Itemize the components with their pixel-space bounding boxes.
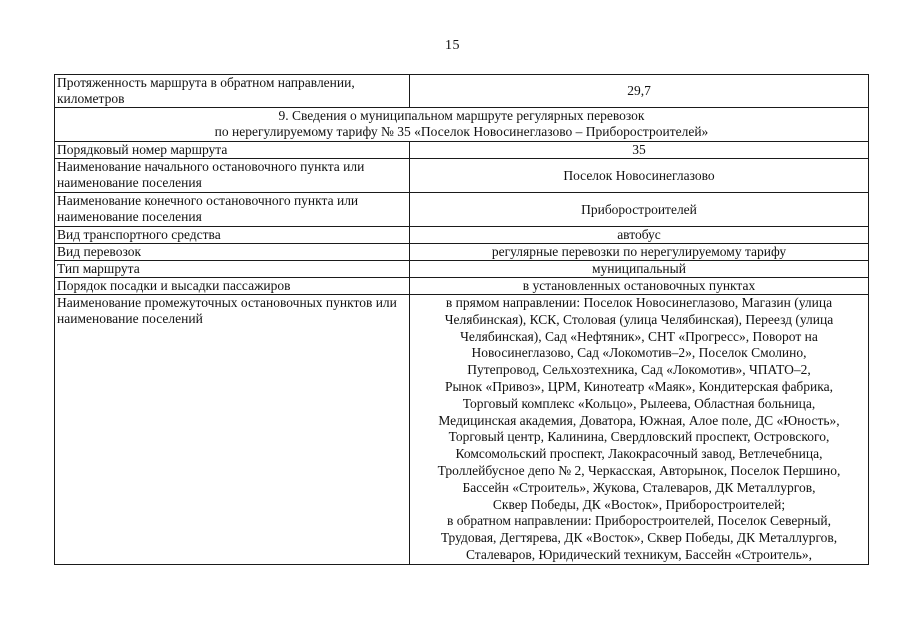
transport-kind-value: регулярные перевозки по нерегулируемому тарифу	[410, 244, 869, 261]
section-header-line-1: 9. Сведения о муниципальном маршруте регулярных перевозок	[278, 108, 645, 123]
route-number-label: Порядковый номер маршрута	[55, 142, 410, 159]
table-row-route-number	[55, 142, 869, 159]
stops-line: Троллейбусное депо № 2, Черкасская, Авторынок, Поселок Першино,	[437, 462, 841, 478]
route-type-value: муниципальный	[410, 261, 869, 278]
stops-line: Новосинеглазово, Сад «Локомотив–2», Поселок Смолино,	[471, 345, 807, 361]
table-row-transport-kind	[55, 244, 869, 261]
section-header-line-2: по нерегулируемому тарифу № 35 «Поселок Новосинеглазово – Приборостроителей»	[214, 124, 709, 139]
table-row-reverse-length	[55, 75, 869, 108]
stops-line: в обратном направлении: Приборостроителей, Поселок Северный,	[446, 513, 832, 529]
page-number: 15	[445, 38, 460, 53]
section-header-row	[55, 108, 869, 142]
route-type-label: Тип маршрута	[55, 261, 410, 278]
reverse-length-value: 29,7	[410, 75, 869, 108]
stops-line: Торговый комплекс «Кольцо», Рылеева, Областная больница,	[462, 395, 816, 411]
boarding-order-value: в установленных остановочных пунктах	[410, 278, 869, 295]
section-header	[55, 108, 869, 142]
table-row-route-type	[55, 261, 869, 278]
start-stop-label: Наименование начального остановочного пункта или наименование поселения	[55, 159, 410, 193]
transport-kind-label: Вид перевозок	[55, 244, 410, 261]
stops-line: в прямом направлении: Поселок Новосинеглазово, Магазин (улица	[445, 295, 833, 310]
table-row-end-stop	[55, 193, 869, 227]
table-row-start-stop	[55, 159, 869, 193]
stops-line: Челябинская), Сад «Нефтяник», СНТ «Прогресс», Поворот на	[460, 328, 818, 344]
route-number-value: 35	[410, 142, 869, 159]
stops-line: Торговый центр, Калинина, Свердловский проспект, Островского,	[448, 429, 830, 445]
table-row-intermediate-stops	[55, 295, 869, 565]
reverse-length-label: Протяженность маршрута в обратном направлении, километров	[55, 75, 410, 108]
table-row-vehicle-type	[55, 227, 869, 244]
intermediate-stops-label: Наименование промежуточных остановочных пунктов или наименование поселений	[55, 295, 410, 565]
stops-line: Путепровод, Сельхозтехника, Сад «Локомотив», ЧПАТО–2,	[467, 362, 811, 378]
stops-line: Сквер Победы, ДК «Восток», Приборостроителей;	[492, 496, 786, 512]
stops-line: Бассейн «Строитель», Жукова, Сталеваров, ДК Металлургов,	[462, 479, 816, 495]
stops-line: Челябинская), КСК, Столовая (улица Челябинская), Переезд (улица	[444, 311, 834, 327]
route-info-table	[54, 74, 869, 565]
stops-line: Сталеваров, Юридический техникум, Бассейн «Строитель»,	[465, 546, 813, 562]
end-stop-label: Наименование конечного остановочного пункта или наименование поселения	[55, 193, 410, 227]
vehicle-type-label: Вид транспортного средства	[55, 227, 410, 244]
stops-line: Комсомольский проспект, Лакокрасочный завод, Ветлечебница,	[455, 446, 823, 462]
end-stop-value: Приборостроителей	[410, 193, 869, 227]
boarding-order-label: Порядок посадки и высадки пассажиров	[55, 278, 410, 295]
intermediate-stops-value	[410, 295, 869, 565]
stops-line: Трудовая, Дегтярева, ДК «Восток», Сквер Победы, ДК Металлургов,	[440, 530, 838, 546]
vehicle-type-value: автобус	[410, 227, 869, 244]
table-row-boarding-order	[55, 278, 869, 295]
stops-line: Медицинская академия, Доватора, Южная, Алое поле, ДС «Юность»,	[438, 412, 840, 428]
start-stop-value: Поселок Новосинеглазово	[410, 159, 869, 193]
stops-line: Рынок «Привоз», ЦРМ, Кинотеатр «Маяк», Кондитерская фабрика,	[444, 378, 834, 394]
